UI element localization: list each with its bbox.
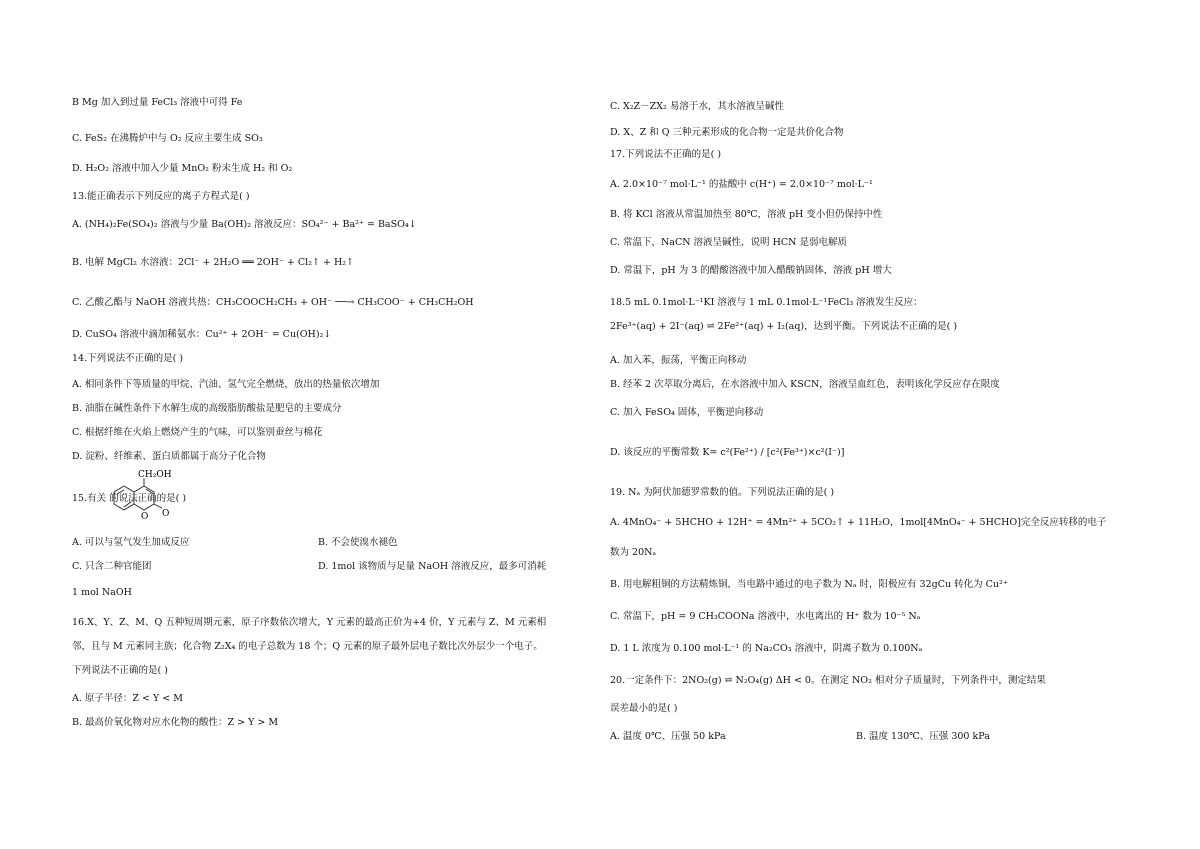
question-line-q14d: D. 淀粉、纤维素、蛋白质都属于高分子化合物 bbox=[72, 451, 266, 462]
question-line-q17d: D. 常温下，pH 为 3 的醋酸溶液中加入醋酸钠固体，溶液 pH 增大 bbox=[610, 265, 892, 276]
lactone-ring bbox=[134, 486, 154, 510]
question-line-q14: 14.下列说法不正确的是( ) bbox=[72, 353, 184, 364]
question-line-q15: 15.有关 的说法正确的是( ) bbox=[72, 493, 187, 504]
label-ch2oh: CH₂OH bbox=[138, 470, 172, 480]
question-line-q13c: C. 乙酸乙酯与 NaOH 溶液共热：CH₃COOCH₂CH₃ + OH⁻ ──→ CH₃COO⁻ + CH₃CH₂OH bbox=[72, 297, 474, 308]
label-carbonyl-oxygen: O bbox=[162, 509, 170, 519]
question-line-q17b: B. 将 KCl 溶液从常温加热至 80℃，溶液 pH 变小但仍保持中性 bbox=[610, 209, 883, 220]
question-line-q15d2: 1 mol NaOH bbox=[72, 587, 132, 598]
right-column bbox=[610, 0, 1170, 849]
question-line-q18d: D. 该反应的平衡常数 K= c²(Fe²⁺) / [c²(Fe³⁺)×c²(I⁻)] bbox=[610, 447, 845, 458]
question-line-q16a: A. 原子半径：Z < Y < M bbox=[72, 693, 183, 704]
question-line-q16d: D. X、Z 和 Q 三种元素形成的化合物一定是共价化合物 bbox=[610, 127, 844, 138]
question-line-q15d: D. 1mol 该物质与足量 NaOH 溶液反应，最多可消耗 bbox=[318, 561, 547, 572]
question-line-q18: 18.5 mL 0.1mol·L⁻¹KI 溶液与 1 mL 0.1mol·L⁻¹FeCl₃ 溶液发生反应： bbox=[610, 297, 923, 308]
question-line-q19: 19. Nₐ 为阿伏加德罗常数的值。下列说法正确的是( ) bbox=[610, 487, 835, 498]
question-line-q15c: C. 只含二种官能团 bbox=[72, 561, 152, 572]
question-line-q19a: A. 4MnO₄⁻ + 5HCHO + 12H⁺ = 4Mn²⁺ + 5CO₂↑ + 11H₂O，1mol[4MnO₄⁻ + 5HCHO]完全反应转移的电子 bbox=[610, 517, 1107, 528]
question-line-q14b: B. 油脂在碱性条件下水解生成的高级脂肪酸盐是肥皂的主要成分 bbox=[72, 403, 342, 414]
question-line-q16l3: 下列说法不正确的是( ) bbox=[72, 665, 168, 676]
question-line-q14a: A. 相同条件下等质量的甲烷、汽油、氢气完全燃烧，放出的热量依次增加 bbox=[72, 379, 380, 390]
left-column bbox=[72, 0, 632, 849]
question-line-q19b: B. 用电解粗铜的方法精炼铜，当电路中通过的电子数为 Nₐ 时，阳极应有 32gCu 转化为 Cu²⁺ bbox=[610, 579, 1008, 590]
question-line-q18eq: 2Fe³⁺(aq) + 2I⁻(aq) ⇌ 2Fe²⁺(aq) + I₂(aq)，达到平衡。下列说法不正确的是( ) bbox=[610, 321, 958, 332]
question-line-q18c: C. 加入 FeSO₄ 固体，平衡逆向移动 bbox=[610, 407, 764, 418]
question-line-q19a2: 数为 20Nₐ bbox=[610, 547, 657, 558]
question-line-q20l2: 误差最小的是( ) bbox=[610, 703, 678, 714]
question-line-q16c: C. X₂Z－ZX₂ 易溶于水，其水溶液呈碱性 bbox=[610, 101, 784, 112]
question-line-q17: 17.下列说法不正确的是( ) bbox=[610, 149, 722, 160]
question-line-q18b: B. 经苯 2 次萃取分离后，在水溶液中加入 KSCN，溶液呈血红色，表明该化学反应存在限度 bbox=[610, 379, 1000, 390]
question-line-q19d: D. 1 L 浓度为 0.100 mol·L⁻¹ 的 Na₂CO₃ 溶液中，阴离子数为 0.100Nₐ bbox=[610, 643, 923, 654]
question-line-q12b: B Mg 加入到过量 FeCl₃ 溶液中可得 Fe bbox=[72, 97, 243, 108]
question-line-q13: 13.能正确表示下列反应的离子方程式是( ) bbox=[72, 191, 250, 202]
question-line-q18a: A. 加入苯，振荡，平衡正向移动 bbox=[610, 355, 747, 366]
question-line-q13d: D. CuSO₄ 溶液中滴加稀氨水：Cu²⁺ + 2OH⁻ = Cu(OH)₂↓ bbox=[72, 329, 332, 340]
question-line-q15b: B. 不会使溴水褪色 bbox=[318, 537, 398, 548]
question-line-q12d: D. H₂O₂ 溶液中加入少量 MnO₂ 粉末生成 H₂ 和 O₂ bbox=[72, 163, 293, 174]
question-line-q16b: B. 最高价氧化物对应水化物的酸性：Z > Y > M bbox=[72, 717, 279, 728]
question-line-q17c: C. 常温下，NaCN 溶液呈碱性，说明 HCN 是弱电解质 bbox=[610, 237, 847, 248]
question-line-q15a: A. 可以与氢气发生加成反应 bbox=[72, 537, 190, 548]
coumarin-structure bbox=[100, 470, 175, 530]
question-line-q19c: C. 常温下，pH = 9 CH₃COONa 溶液中，水电离出的 H⁺ 数为 10⁻⁵ Nₐ bbox=[610, 611, 921, 622]
question-line-q20: 20.一定条件下：2NO₂(g) ⇌ N₂O₄(g) ΔH < 0。在测定 NO₂ 相对分子质量时，下列条件中，测定结果 bbox=[610, 675, 1046, 686]
question-line-q16: 16.X、Y、Z、M、Q 五种短周期元素，原子序数依次增大，Y 元素的最高正价为+4 价，Y 元素与 Z、M 元素相 bbox=[72, 617, 547, 628]
question-line-q17a: A. 2.0×10⁻⁷ mol·L⁻¹ 的盐酸中 c(H⁺) = 2.0×10⁻⁷ mol·L⁻¹ bbox=[610, 179, 873, 190]
question-line-q13b: B. 电解 MgCl₂ 水溶液：2Cl⁻ + 2H₂O ══ 2OH⁻ + Cl₂↑ + H₂↑ bbox=[72, 257, 355, 268]
label-ring-oxygen: O bbox=[141, 512, 149, 522]
question-line-q12c: C. FeS₂ 在沸腾炉中与 O₂ 反应主要生成 SO₃ bbox=[72, 133, 263, 144]
question-line-q20b: B. 温度 130℃、压强 300 kPa bbox=[856, 731, 990, 742]
structure-drawing bbox=[100, 470, 175, 530]
benzene-ring bbox=[114, 486, 134, 510]
question-line-q13a: A. (NH₄)₂Fe(SO₄)₂ 溶液与少量 Ba(OH)₂ 溶液反应：SO₄²⁻ + Ba²⁺ = BaSO₄↓ bbox=[72, 219, 417, 230]
question-line-q14c: C. 根据纤维在火焰上燃烧产生的气味，可以鉴别蚕丝与棉花 bbox=[72, 427, 323, 438]
question-line-q16l2: 邻，且与 M 元素同主族；化合物 Z₂X₄ 的电子总数为 18 个；Q 元素的原子最外层电子数比次外层少一个电子。 bbox=[72, 641, 543, 652]
question-line-q20a: A. 温度 0℃、压强 50 kPa bbox=[610, 731, 726, 742]
